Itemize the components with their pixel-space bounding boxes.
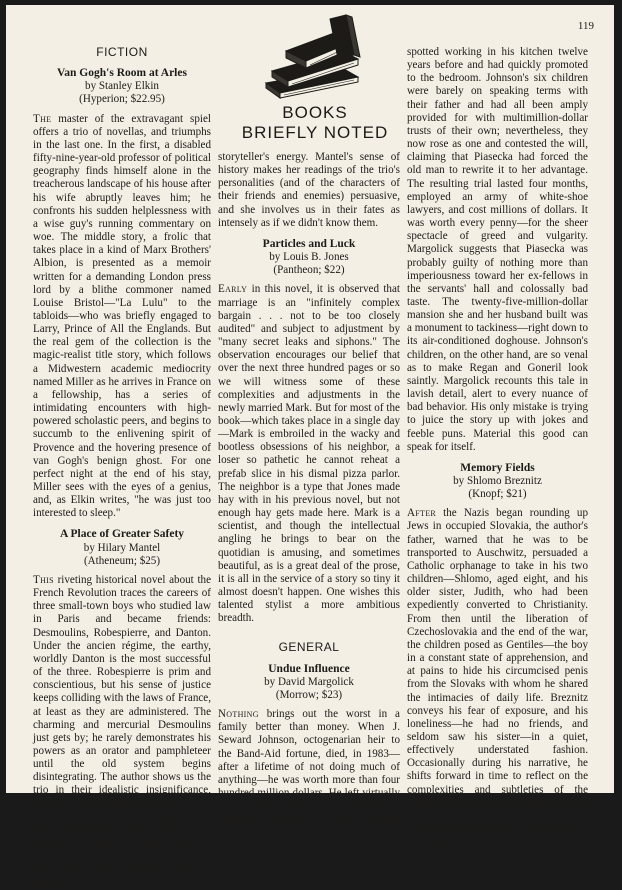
page-number: 119 (577, 20, 594, 32)
review-text: brings out the worst in a family better than money. When J. Seward Johnson, octogenarian heir to the Band-Aid fortune, died, in 1983—after a lifetime of not doing much of anything—he was worth more than four hundred million dollars. He left virtually all of it to his forty-six-year-old widow, Barbara Piasecka, a Polish émigrée whom he had (218, 708, 400, 839)
review-publisher: (Hyperion; $22.95) (79, 93, 165, 106)
review-author: by Hilary Mantel (83, 541, 161, 554)
review-title: Memory Fields (460, 461, 535, 474)
review-text: riveting historical novel about the French Revolution traces the careers of three small-town boys who studied law in Paris and became friends: Desmoulins, Robespierre, and Danton. Under the ancien régime, the earthy, worldly Danton is the most successful of the three. Robespierre is prim and conscientious, but his sense of justice keeps colliding with the laws of France, at least as they are administered. The charming and mercurial Desmoulins just gets by; he rarely demonstrates his powers as an orator and pamphleteer until the old system begins disintegrating. The author shows us the trio in their idealistic insignificance, serving such powerful leaders as the Duke of Orléans and Mirabeau and then supplanting their patrons to become the rulers of France and the makers of a revolution that devours them. The book overflows with a natural (33, 573, 211, 889)
review-author: by David Margolick (264, 675, 354, 688)
section-heading-fiction: FICTION (96, 45, 148, 59)
column-right (407, 46, 588, 849)
review-author: by Louis B. Jones (269, 251, 349, 264)
review-body (33, 113, 211, 521)
column-middle (218, 151, 400, 840)
review-lead-word: Nothing (218, 708, 259, 721)
review-lead-word: The (33, 112, 52, 125)
stacked-books-illustration (226, 11, 404, 101)
review-header (218, 663, 400, 702)
column-left (33, 46, 211, 890)
review-title: Van Gogh's Room at Arles (57, 67, 187, 80)
review-publisher: (Knopf; $21) (468, 488, 527, 501)
review-body (407, 507, 588, 849)
review-header (407, 462, 588, 501)
review-title: Undue Influence (268, 662, 350, 675)
review-lead-word: After (407, 507, 437, 520)
review-header (33, 528, 211, 567)
section-title-books: BOOKS (282, 103, 348, 122)
review-publisher: (Pantheon; $22) (273, 264, 345, 277)
review-lead-word: This (33, 573, 54, 586)
review-header (33, 67, 211, 106)
review-text: master of the extravagant spiel offers a trio of novellas, and triumphs in the last one. In the first, a disabled fifty-nine-year-old professor of political geography finds himself alone in the treacherous landscape of his house after his wife abruptly leaves him; he confronts his sudden helplessness with a wise guy's running commentary on woe. The middle story, a frolic that takes place in a kind of Marx Brothers' Albion, is presented as a memoir written for a demanding London press lord by a blithe commoner named Louise Bristol—"La Lulu" to the tabloids—who was briefly engaged to Larry, Prince of All the Englands. But the real gem of the collection is the magic-realist title story, which follows a Midwestern academic mediocrity named Miller as he arrives in France on a fellowship, has a series of intimidating encounters with high-powered scholastic peers, and begins to succumb to the enlivening spirit of Provence and the hovering presence of van Gogh's benign ghost. For one perfect night at the end of his stay, Miller sees with the eyes of a genius, and, as Elkin writes, "he was just too interested to sleep." (33, 112, 211, 520)
review-text: in this novel, it is observed that marriage is an "infinitely complex bargain . . . not to be too closely audited" and subject to adjustment by "many secret leaks and siphons." The observation encourages our belief that over the next three hundred pages or so we will witness some of these complexities and adjustments in the newly married Mark. But for most of the book—which takes place in a single day—Mark is embroiled in the wacky and bootless obsessions of his neighbor, a loser so pathetic he cannot reheat a prefab slice in his dismal pizza parlor. The neighbor is a type that Jones made hay with in his previous novel, but not enough hay gets made here. Mark is a scientist, and though the intellectual angling he brings to bear on the quotidian is amusing, and sometimes beautiful, as is a great deal of the prose, it is all in the service of a story so tiny it almost doesn't happen. One wishes this talented stylist a more ambitious breadth. (218, 283, 400, 625)
review-header (218, 238, 400, 277)
review-text: the Nazis began rounding up Jews in occupied Slovakia, the author's father, warned that he was to be transported to Auschwitz, persuaded a Catholic orphanage to take in his two children—Shlomo, aged eight, and his older sister, Judith, who had been expediently converted to Christianity. From then until the liberation of Czechoslovakia and the end of the war, the children posed as Gentiles—the boy in a constant state of apprehension, and at pains to hide his circumcised penis from the Slovaks with whom he shared the intimacies of daily life. Breznitz conveys his fear of exposure, and his loneliness—he had no friends, and seldom saw his sister—in a quiet, effectively understated fashion. Occasionally during his narrative, he shifts forward in time to reflect on the complexities and subtleties of the cruelty and the quixotic kindness that he experienced. His modest book is a revealing footnote in the vast archive of the Holocaust. ♦ (407, 507, 588, 849)
review-publisher: (Morrow; $23) (275, 688, 343, 701)
review-body (218, 283, 400, 625)
review-body (33, 574, 211, 890)
review-body-continued: spotted working in his kitchen twelve years before and had quickly promoted to the bedroom. Johnson's six children were barely on speaking terms with their father and had all been amply provided for with multimillion-dollar trusts of their own; nevertheless, they now rose as one and contested the will, claiming that Piasecka had forced the old man to rewrite it to her advantage. The resulting trial lasted four months, employed an army of white-shoe lawyers, and cost millions of dollars. It was worth every penny—for the sheer spectacle of greed and vulgarity. Margolick suggests that Piasecka was probably guilty of nothing more than imperiousness toward her ex-fellows in the servants' hall and colossally bad taste. The twenty-five-million-dollar mansion she and her husband built was a monument to tackiness—right down to its air-conditioned doghouse. Johnson's children, on the other hand, are so venal as to make Regan and Goneril look saintly. Margolick recounts this tale in lavish detail, alert to every nuance of bad behavior. His only mistake is trying to juice the story up with jokes and feeble puns. Material this good can speak for itself. (407, 46, 588, 453)
review-title: A Place of Greater Safety (59, 528, 185, 541)
review-body-continued: storyteller's energy. Mantel's sense of history makes her readings of the trio's personalities (and of the characters of their friends and enemies) persuasive, and she involves us in their fates as intensely as if we didn't know them. (218, 151, 400, 229)
magazine-page (6, 5, 614, 889)
books-briefly-noted-masthead (226, 11, 404, 151)
section-heading-general: GENERAL (278, 640, 340, 655)
review-title: Particles and Luck (262, 237, 356, 250)
review-publisher: (Atheneum; $25) (83, 554, 161, 567)
review-lead-word: Early (218, 283, 248, 296)
review-author: by Stanley Elkin (85, 80, 159, 93)
review-body (218, 708, 400, 840)
section-title-briefly-noted: BRIEFLY NOTED (241, 123, 389, 142)
review-author: by Shlomo Breznitz (453, 475, 542, 487)
